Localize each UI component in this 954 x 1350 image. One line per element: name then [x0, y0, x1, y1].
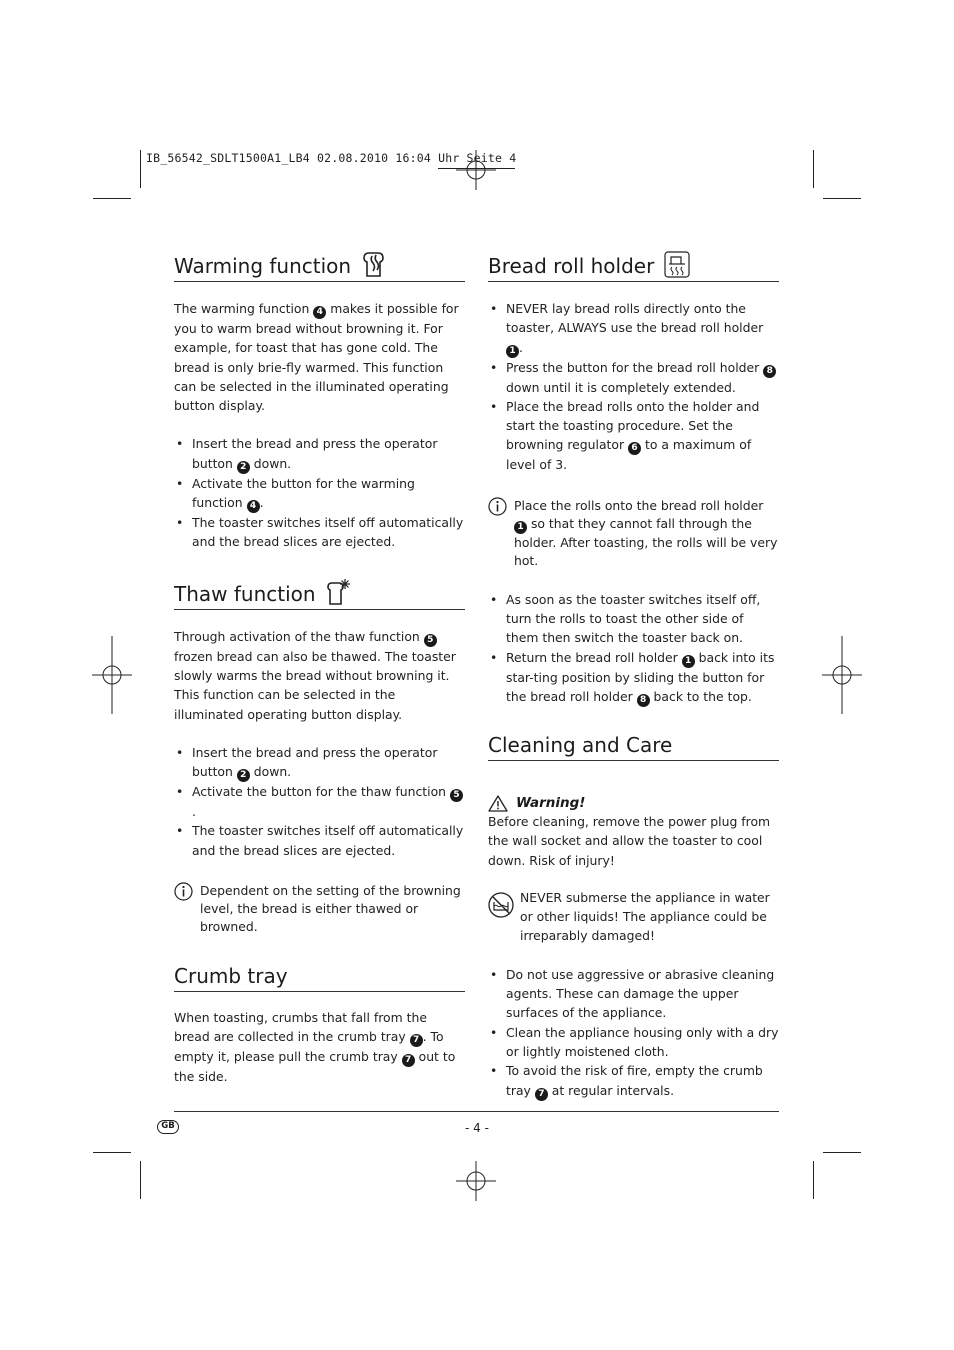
callout-number: 1 — [506, 345, 519, 358]
list-item: • The toaster switches itself off automatically and the bread slices are ejected. — [174, 513, 465, 552]
thaw-section — [174, 574, 465, 936]
callout-number: 8 — [637, 694, 650, 707]
language-badge: GB — [157, 1120, 179, 1134]
registration-mark-top — [456, 150, 496, 190]
crop-mark — [140, 150, 141, 188]
roll-steps — [488, 299, 779, 475]
footer-rule — [174, 1111, 779, 1112]
right-column — [488, 246, 779, 1101]
roll-steps-continued — [488, 590, 779, 707]
list-item: • Place the bread rolls onto the holder and start the toasting procedure. Set the browning regulator 6 to a maximum of level of 3. — [488, 397, 779, 475]
roll-title: Bread roll holder — [488, 254, 655, 278]
callout-number: 2 — [237, 769, 250, 782]
crop-mark — [813, 1161, 814, 1199]
list-item: • As soon as the toaster switches itself off, turn the rolls to toast the other side of them then switch the toaster back on. — [488, 590, 779, 648]
thaw-title: Thaw function — [174, 581, 316, 606]
no-submerse-icon — [488, 892, 514, 918]
list-item: • Press the button for the bread roll holder 8 down until it is completely extended. — [488, 358, 779, 397]
warning-heading: Warning! — [488, 795, 779, 812]
registration-mark-bottom — [456, 1161, 496, 1201]
warming-heading — [174, 246, 465, 282]
list-item: • Clean the appliance housing only with a dry or lightly moistened cloth. — [488, 1023, 779, 1062]
roll-info-note: Place the rolls onto the bread roll holder 1 so that they cannot fall through the holder. After toasting, the rolls will be very hot. — [488, 497, 779, 570]
crumb-text: When toasting, crumbs that fall from the bread are collected in the crumb tray 7 . To empty it, please pull the crumb tray 7 out to the side. — [174, 1010, 456, 1085]
warming-steps — [174, 434, 465, 551]
warming-intro: The warming function 4 makes it possible for you to warm bread without browning it. For example, for toast that has gone cold. The bread is only brie-fly warmed. This function can be selected in the illuminated operating button display. — [174, 301, 459, 414]
callout-number: 2 — [237, 461, 250, 474]
thaw-function-icon — [326, 578, 352, 606]
registration-mark-right — [822, 636, 862, 714]
crumb-title: Crumb tray — [174, 964, 288, 989]
list-item: • Activate the button for the warming function 4 . — [174, 474, 465, 513]
roll-heading — [488, 246, 779, 282]
care-section — [488, 725, 779, 1101]
callout-number: 8 — [763, 365, 776, 378]
bread-roll-holder-icon — [664, 251, 690, 278]
crop-mark — [823, 1152, 861, 1153]
crop-mark — [93, 1152, 131, 1153]
list-item: • To avoid the risk of fire, empty the crumb tray 7 at regular intervals. — [488, 1061, 779, 1100]
callout-number: 1 — [514, 521, 527, 534]
thaw-heading — [174, 574, 465, 610]
crop-mark — [93, 198, 131, 199]
callout-number: 7 — [535, 1088, 548, 1101]
list-item: • Do not use aggressive or abrasive cleaning agents. These can damage the upper surfaces of the appliance. — [488, 965, 779, 1023]
list-item: • NEVER lay bread rolls directly onto the toaster, ALWAYS use the bread roll holder 1 . — [488, 299, 779, 358]
thaw-intro: Through activation of the thaw function 5 frozen bread can also be thawed. The toaster slowly warms the bread without browning it. This function can be selected in the illuminated operating button display. — [174, 628, 456, 722]
callout-number: 1 — [682, 655, 695, 668]
crumb-section — [174, 956, 465, 1087]
callout-number: 7 — [402, 1054, 415, 1067]
callout-number: 6 — [628, 442, 641, 455]
info-icon — [488, 497, 507, 516]
registration-mark-left — [92, 636, 132, 714]
thaw-info-note: Dependent on the setting of the browning level, the bread is either thawed or browned. — [174, 882, 465, 936]
callout-number: 4 — [247, 500, 260, 513]
list-item: • Activate the button for the thaw function 5. — [174, 782, 465, 821]
crumb-heading — [174, 956, 465, 992]
thaw-steps — [174, 743, 465, 860]
care-title: Cleaning and Care — [488, 732, 673, 757]
crop-mark — [813, 150, 814, 188]
callout-number: 7 — [410, 1034, 423, 1047]
crop-mark — [140, 1161, 141, 1199]
callout-number: 4 — [313, 306, 326, 319]
warming-function-icon — [361, 250, 385, 278]
care-steps — [488, 965, 779, 1101]
info-icon — [174, 882, 193, 901]
roll-section — [488, 246, 779, 707]
care-heading — [488, 725, 779, 761]
page-number: - 4 - — [465, 1121, 489, 1135]
list-item: • Return the bread roll holder 1 back into its star-ting position by sliding the button for the bread roll holder 8 back to the top. — [488, 648, 779, 707]
warming-section — [174, 246, 465, 552]
list-item: • Insert the bread and press the operator button 2 down. — [174, 434, 465, 473]
print-slug: IB_56542_SDLT1500A1_LB4 02.08.2010 16:04 Uhr Seite 4 — [146, 151, 517, 165]
warning-text: Before cleaning, remove the power plug from the wall socket and allow the toaster to cool down. Risk of injury! — [488, 813, 771, 868]
list-item: • Insert the bread and press the operator button 2 down. — [174, 743, 465, 782]
warming-title: Warming function — [174, 254, 352, 278]
left-column — [174, 246, 465, 1087]
crop-mark — [823, 198, 861, 199]
warning-triangle-icon — [488, 795, 508, 812]
callout-number: 5 — [450, 789, 463, 802]
no-submerse-note: NEVER submerse the appliance in water or other liquids! The appliance could be irreparably damaged! — [488, 888, 779, 946]
list-item: • The toaster switches itself off automatically and the bread slices are ejected. — [174, 821, 465, 860]
callout-number: 5 — [424, 634, 437, 647]
